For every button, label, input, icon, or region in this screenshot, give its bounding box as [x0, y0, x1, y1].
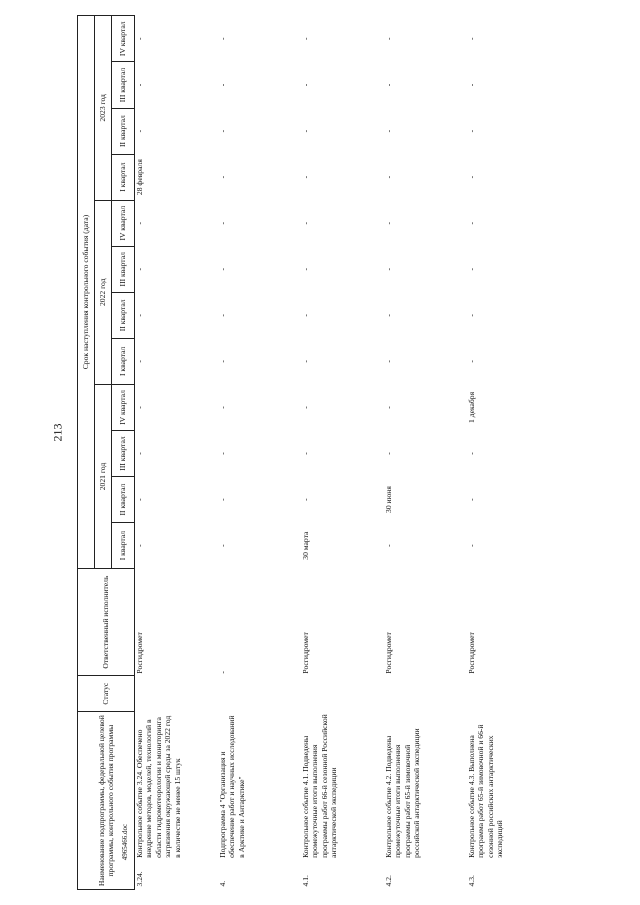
- footer-file-code: 4965466.doc: [121, 823, 129, 861]
- year-header-2021: 2021 год: [95, 384, 112, 568]
- quarter-deadline-cell: -: [218, 175, 227, 179]
- quarter-deadline-cell: -: [301, 452, 310, 455]
- quarter-deadline-cell: -: [467, 452, 476, 455]
- quarter-header: III квартал: [112, 246, 135, 292]
- quarter-deadline-cell: -: [135, 544, 144, 547]
- event-name: Контрольное событие 3.24. Обеспечено внедрение методов, моделей, технологий в области гидрометеорологии и мониторинга загрязнения окружающей среды за 2022 год в количестве не менее 15 штук: [135, 715, 182, 858]
- table-row: [467, 16, 550, 890]
- quarter-deadline-cell: -: [384, 83, 393, 87]
- quarter-header: III квартал: [112, 62, 135, 108]
- quarter-deadline-cell: -: [301, 37, 310, 40]
- table-row: [384, 16, 467, 890]
- rotated-page-content: [77, 15, 505, 890]
- year-header-2023: 2023 год: [95, 16, 112, 201]
- event-name: Контрольное событие 4.3. Выполнена программа работ 65-й зимовочной и 66-й сезонной российских антарктических экспедиций: [467, 724, 505, 858]
- executor-cell: Росгидромет: [384, 632, 393, 674]
- row-number: 4.: [218, 880, 227, 887]
- quarter-deadline-cell: -: [467, 83, 476, 87]
- quarter-header: I квартал: [112, 154, 135, 200]
- control-events-table: [77, 15, 550, 890]
- row-number: 4.2.: [384, 875, 393, 887]
- quarter-deadline-cell: -: [218, 360, 227, 363]
- quarter-deadline-cell: -: [135, 314, 144, 317]
- quarter-deadline-cell: -: [301, 406, 310, 409]
- quarter-deadline-cell: -: [467, 498, 476, 501]
- row-number: 4.3.: [467, 875, 476, 887]
- quarter-deadline-cell: -: [218, 221, 227, 225]
- quarter-deadline-cell: 1 декабря: [467, 391, 476, 423]
- table-row: [135, 16, 219, 890]
- quarter-deadline-cell: -: [384, 360, 393, 363]
- quarter-header: IV квартал: [112, 16, 135, 62]
- quarter-deadline-cell: -: [384, 175, 393, 179]
- row-number: 4.1.: [301, 875, 310, 887]
- quarter-deadline-cell: -: [135, 360, 144, 363]
- event-name: Контрольное событие 4.1. Подведены промежуточные итоги выполнения программы работ 66-й сезонной Российской антарктической экспедиции: [301, 714, 339, 858]
- deadline-group-header: Срок наступления контрольного события (дата): [78, 16, 95, 569]
- quarter-deadline-cell: -: [135, 221, 144, 225]
- quarter-deadline-cell: -: [467, 175, 476, 179]
- quarter-deadline-cell: -: [135, 37, 144, 40]
- quarter-deadline-cell: -: [301, 221, 310, 225]
- quarter-deadline-cell: -: [301, 314, 310, 317]
- table-row: [218, 16, 301, 890]
- quarter-deadline-cell: -: [467, 267, 476, 271]
- year-header-2022: 2022 год: [95, 200, 112, 384]
- table-row: [301, 16, 384, 890]
- quarter-deadline-cell: -: [218, 267, 227, 271]
- quarter-deadline-cell: -: [301, 360, 310, 363]
- quarter-deadline-cell: -: [218, 452, 227, 455]
- quarter-deadline-cell: 30 июня: [384, 486, 393, 513]
- quarter-header: IV квартал: [112, 200, 135, 246]
- quarter-deadline-cell: -: [218, 83, 227, 87]
- quarter-deadline-cell: 30 марта: [301, 531, 310, 560]
- quarter-header: IV квартал: [112, 384, 135, 430]
- quarter-header: II квартал: [112, 477, 135, 523]
- executor-cell: Росгидромет: [467, 632, 476, 674]
- quarter-deadline-cell: -: [301, 498, 310, 501]
- quarter-deadline-cell: -: [384, 221, 393, 225]
- quarter-deadline-cell: -: [218, 544, 227, 547]
- quarter-deadline-cell: -: [301, 267, 310, 271]
- quarter-deadline-cell: -: [384, 37, 393, 40]
- quarter-deadline-cell: -: [467, 360, 476, 363]
- quarter-deadline-cell: -: [301, 129, 310, 133]
- quarter-deadline-cell: -: [135, 129, 144, 133]
- quarter-deadline-cell: -: [384, 406, 393, 409]
- quarter-deadline-cell: -: [218, 498, 227, 501]
- table-body: [135, 16, 551, 890]
- quarter-deadline-cell: -: [467, 314, 476, 317]
- quarter-header: II квартал: [112, 292, 135, 338]
- quarter-deadline-cell: -: [135, 83, 144, 87]
- quarter-deadline-cell: -: [384, 544, 393, 547]
- quarter-deadline-cell: -: [467, 37, 476, 40]
- quarter-deadline-cell: -: [218, 406, 227, 409]
- quarter-header: III квартал: [112, 430, 135, 476]
- page-number: 213: [50, 423, 65, 442]
- status-column-header: Статус: [78, 676, 135, 712]
- quarter-deadline-cell: -: [384, 129, 393, 133]
- quarter-deadline-cell: -: [135, 267, 144, 271]
- quarter-deadline-cell: -: [384, 452, 393, 455]
- table-header: [78, 16, 135, 890]
- event-name: Контрольное событие 4.2. Подведены промежуточные итоги выполнения программы работ 65-й зимовочной российской антарктической экспедиции: [384, 728, 422, 858]
- quarter-deadline-cell: -: [467, 221, 476, 225]
- quarter-deadline-cell: -: [218, 314, 227, 317]
- executor-cell: Росгидромет: [301, 632, 310, 674]
- quarter-deadline-cell: -: [135, 406, 144, 409]
- status-cell: [218, 676, 301, 712]
- status-cell: [135, 676, 219, 712]
- quarter-deadline-cell: -: [135, 452, 144, 455]
- quarter-deadline-cell: -: [301, 175, 310, 179]
- name-column-header: Наименование подпрограммы, федеральной целевой программы, контрольного события программы: [78, 712, 135, 890]
- status-cell: [467, 676, 550, 712]
- executor-cell: -: [218, 671, 227, 674]
- quarter-header: II квартал: [112, 108, 135, 154]
- executor-cell: Росгидромет: [135, 632, 144, 674]
- quarter-deadline-cell: -: [218, 129, 227, 133]
- quarter-deadline-cell: -: [467, 129, 476, 133]
- event-name: Подпрограмма 4 "Организация и обеспечение работ и научных исследований в Арктике и Антарктике": [218, 715, 246, 858]
- quarter-deadline-cell: 28 февраля: [135, 159, 144, 196]
- quarter-deadline-cell: -: [135, 498, 144, 501]
- row-number: 3.24.: [135, 871, 144, 887]
- quarter-deadline-cell: -: [218, 37, 227, 40]
- quarter-deadline-cell: -: [384, 267, 393, 271]
- quarter-deadline-cell: -: [384, 314, 393, 317]
- quarter-header: I квартал: [112, 523, 135, 569]
- status-cell: [301, 676, 384, 712]
- status-cell: [384, 676, 467, 712]
- quarter-deadline-cell: -: [301, 83, 310, 87]
- quarter-deadline-cell: -: [467, 544, 476, 547]
- quarter-header: I квартал: [112, 338, 135, 384]
- executor-column-header: Ответственный исполнитель: [78, 569, 135, 676]
